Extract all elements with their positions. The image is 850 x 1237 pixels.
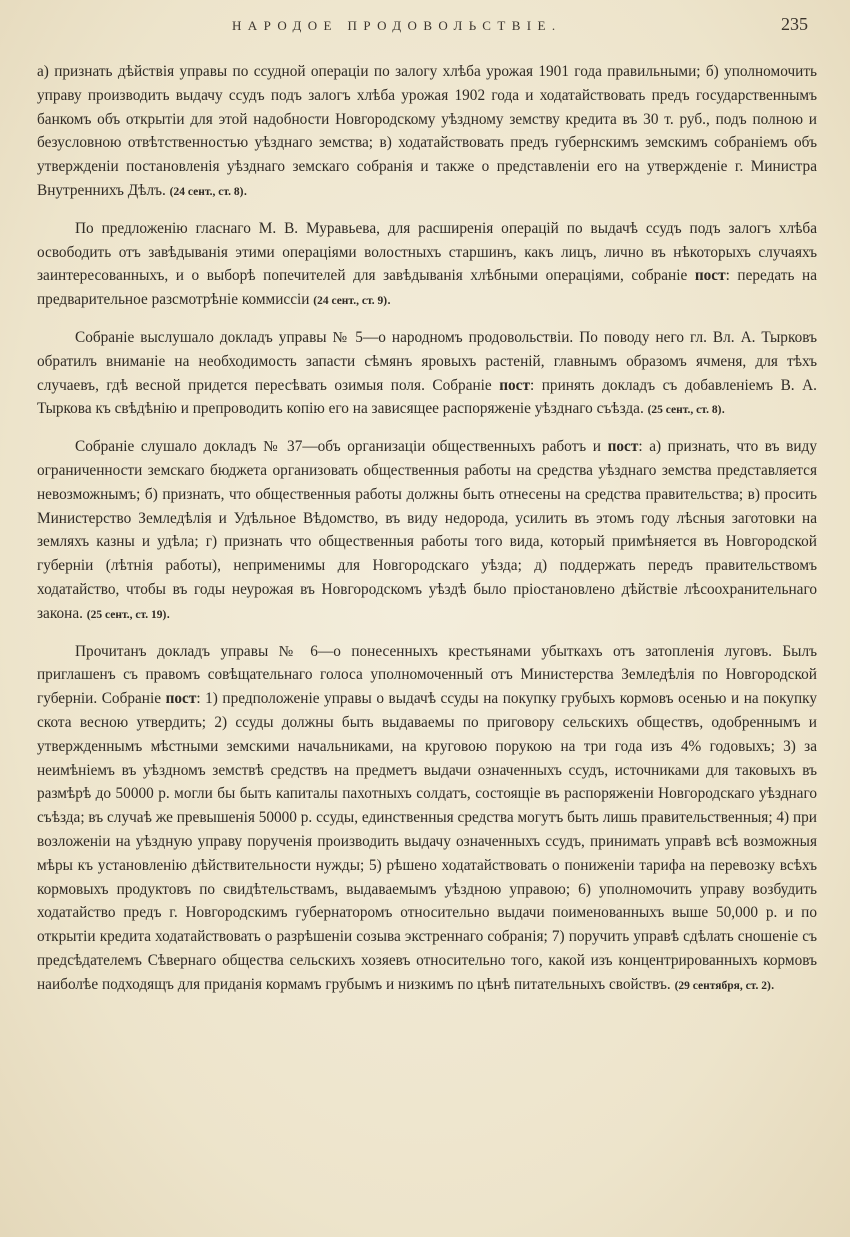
text-segment: Собраніе выслушало докладъ управы № 5—о народномъ продовольствіи. По поводу него гл. Вл. А. Тырковъ обратилъ вниманіе на необходимость запасти сѣмянъ яровыхъ растеній, главнымъ образомъ ячменя, для тѣхъ случаевъ, гдѣ весной придется пересѣвать озимыя поля. Собраніе [37, 328, 817, 394]
paragraph-5 [37, 640, 817, 999]
paragraph-1 [37, 60, 817, 205]
minutes-reference: (25 сент., ст. 19) [86, 608, 167, 621]
text-segment: Собраніе слушало докладъ № 37—объ организаціи общественныхъ работъ и [75, 438, 608, 456]
text-segment: Прочитанъ докладъ управы № 6—о понесенныхъ крестьянами убыткахъ отъ затопленія луговъ. Былъ приглашенъ съ правомъ совѣщательнаго голоса уполномоченный отъ Министерства Земледѣлія по Новгородской губерніи. Собраніе [37, 642, 817, 708]
text-segment: а) признать дѣйствія управы по ссудной операціи по залогу хлѣба урожая 1901 года правильными; б) уполномочить управу производить выдачу ссудъ подъ залогъ хлѣба урожая 1902 года и ходатайствовать предъ государственнымъ банкомъ объ открытіи для этой надобности Новгородскому уѣздному земству кредита въ 30 т. руб., подъ полною и безусловною отвѣтственностью уѣзднаго земства; в) ходатайствовать предъ губернскимъ земскимъ собраніемъ объ утвержденіи постановленія уѣзднаго земскаго собранія и также о представленіи его на утвержденіе г. Министра Внутреннихъ Дѣлъ. [37, 63, 817, 199]
paragraph-3 [37, 326, 817, 423]
text-segment: : принять докладъ съ добавленіемъ В. А. Тыркова къ свѣдѣнію и препроводить копію его на зависящее распоряженіе уѣзднаго съѣзда. [37, 376, 817, 418]
minutes-reference: (25 сент., ст. 8) [647, 404, 722, 417]
resolution-keyword: пост [499, 376, 530, 394]
text-segment: : 1) предположеніе управы о выдачѣ ссуды на покупку грубыхъ кормовъ осенью и на покупку скота весною утвердить; 2) ссуды должны быть выдаваемы по приговору сельскихъ обществъ, одобреннымъ и утвержденнымъ мѣстными земскими начальниками, на круговою порукою на три года изъ 4% годовыхъ; 3) за неимѣніемъ въ уѣздномъ земствѣ средствъ на предметъ выдачи означенныхъ ссудъ, источниками для таковыхъ въ размѣрѣ до 50000 р. могли бы быть капиталы пахотныхъ солдатъ, состоящіе въ распоряженіи Новгородскаго уѣзднаго съѣзда; въ случаѣ же превышенія 50000 р. ссуды, единственныя средства могутъ быть лишь правительственныя; 4) при возложеніи на уѣздную управу порученія производить выдачу означенныхъ ссудъ, принимать управѣ всѣ возможныя мѣры къ установленію дѣйствительности нужды; 5) рѣшено ходатайствовать о пониженіи тарифа на перевозку всѣхъ кормовыхъ продуктовъ по свидѣтельствамъ, выдаваемымъ уѣздною управою; 6) уполномочить управу возбудить ходатайство предъ г. Новгородскимъ губернаторомъ относительно выдачи поименованныхъ выше 50,000 р. и по открытіи кредита ходатайствовать о разрѣшеніи созыва экстреннаго собранія; 7) поручить управѣ сдѣлать сношеніе съ предсѣдателемъ Сѣвернаго общества сельскихъ хозяевъ относительно того, какой изъ концентрированныхъ кормовъ наиболѣе подходящъ для приданія кормамъ грубымъ и низкимъ по цѣнѣ питательныхъ свойствъ. [37, 690, 817, 993]
text-segment: По предложенію гласнаго М. В. Муравьева, для расширенія операцій по выдачѣ ссудъ подъ залогъ хлѣба освободить отъ завѣдыванія этими операціями волостныхъ старшинъ, какъ лицъ, лично въ нѣкоторыхъ случаяхъ заинтересованныхъ, и о выборѣ попечителей для завѣдыванія хлѣбными операціями, собраніе [37, 219, 817, 285]
text-segment: . [387, 291, 391, 309]
page-number: 235 [781, 14, 808, 34]
paragraph-4 [37, 435, 817, 627]
text-segment: . [166, 604, 171, 622]
text-segment: : передать на предварительное разсмотрѣніе коммиссіи [37, 267, 817, 309]
text-segment: : а) признать, что въ виду ограниченности земскаго бюджета организовать общественныя работы на средства уѣзднаго земства представляется невозможнымъ; б) признать, что общественныя работы должны быть отнесены на средства правительства; в) просить Министерство Земледѣлія и Удѣльное Вѣдомство, въ виду недорода, усилить въ этомъ году лѣсныя заготовки на земляхъ казны и удѣла; г) признать что общественныя работы того вида, который примѣняется въ Новгородской губерніи (лѣтнія работы), неприменимы для Новгородскаго уѣзда; д) поддержать передъ правительствомъ ходатайство, чтобы въ годы неурожая въ Новгородскомъ уѣздѣ было пріостановлено дѣйствіе лѣсоохранительнаго закона. [37, 438, 817, 622]
minutes-reference: (24 сент., ст. 9) [313, 295, 388, 308]
minutes-reference: (29 сентября, ст. 2) [674, 979, 771, 992]
resolution-keyword: пост [165, 690, 197, 708]
body-text [37, 60, 817, 998]
running-title: НАРОДОЕ ПРОДОВОЛЬСТВІЕ. [232, 18, 562, 33]
paragraph-2 [37, 217, 817, 314]
resolution-keyword: пост [607, 438, 639, 456]
resolution-keyword: пост [694, 267, 726, 285]
text-segment: . [721, 400, 726, 418]
minutes-reference: (24 сент., ст. 8) [169, 185, 244, 198]
text-segment: . [770, 975, 775, 993]
text-segment: . [243, 181, 248, 199]
